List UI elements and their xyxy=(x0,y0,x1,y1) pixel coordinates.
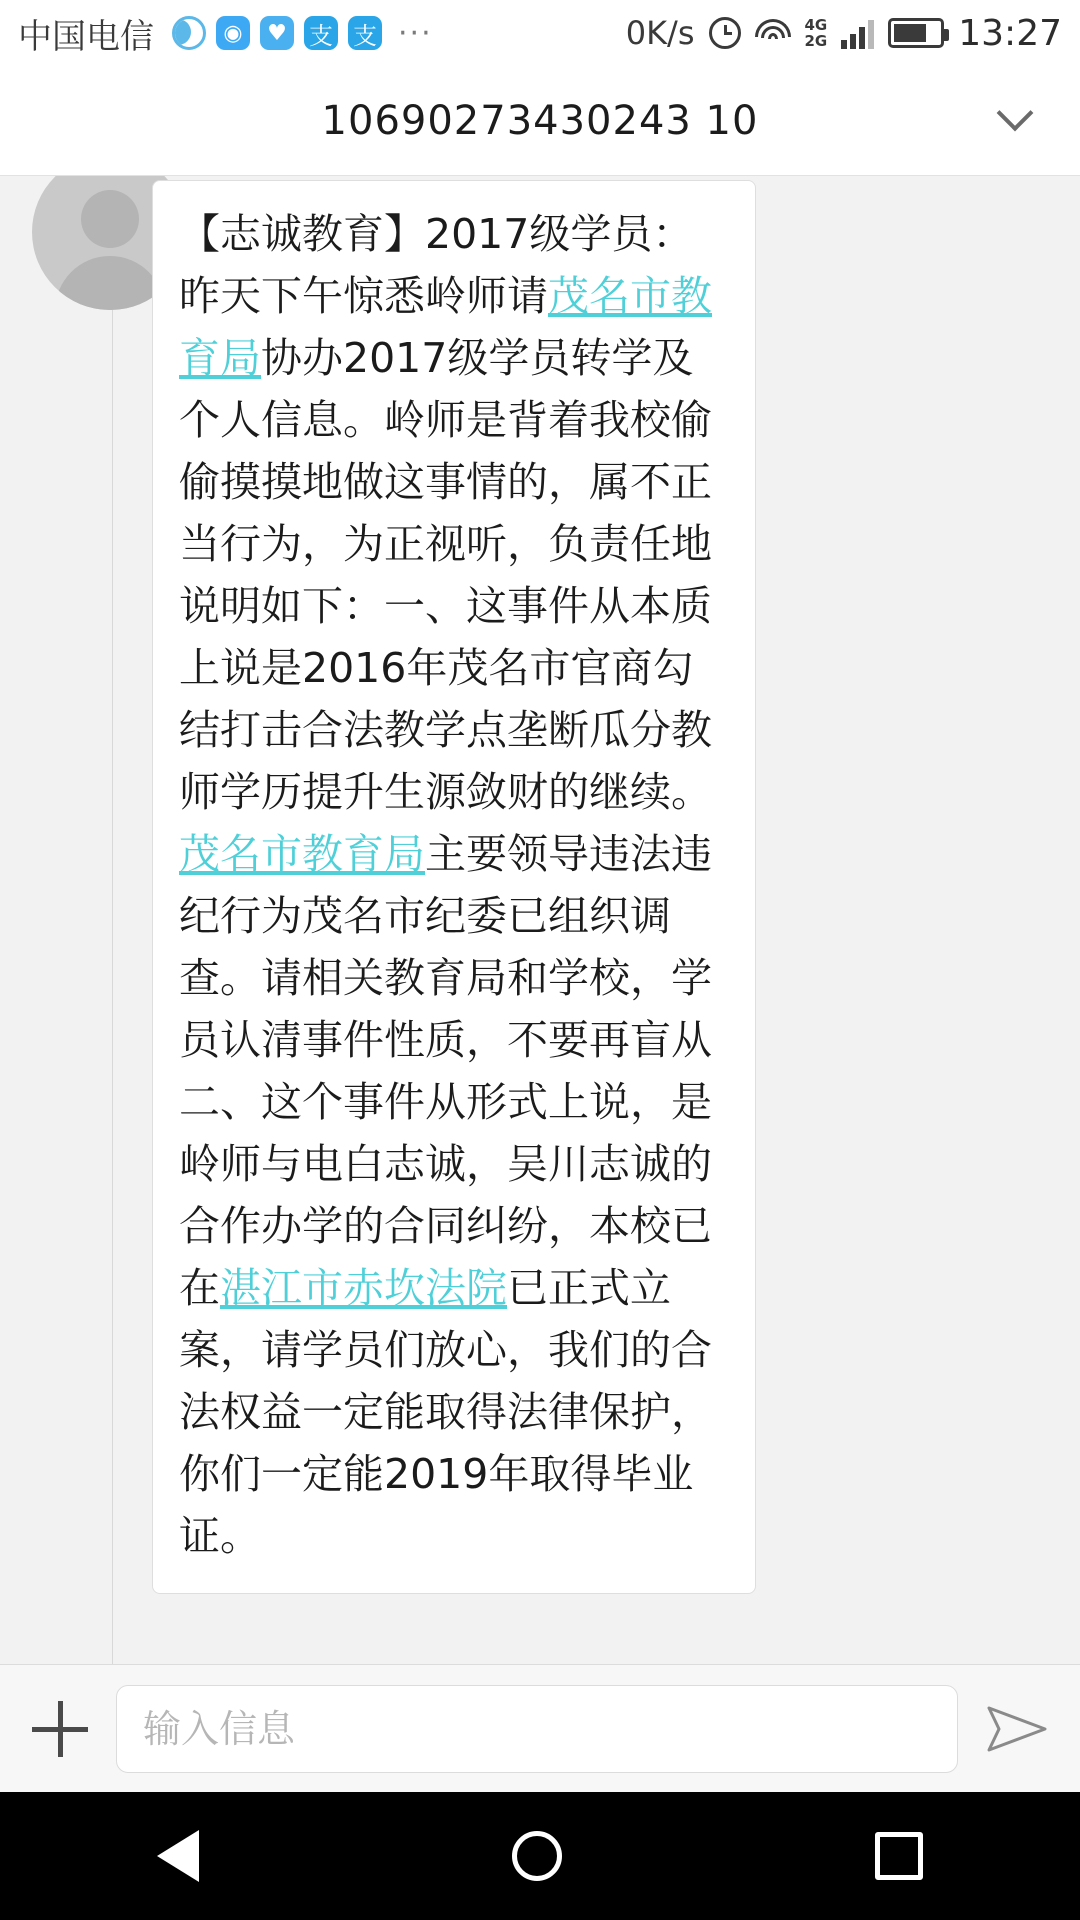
clock-label: 13:27 xyxy=(958,12,1062,54)
recents-square-icon[interactable] xyxy=(875,1832,923,1880)
carrier-label: 中国电信 xyxy=(18,16,154,57)
wifi-icon xyxy=(755,19,791,47)
alarm-clock-icon xyxy=(709,17,741,49)
status-bar xyxy=(0,0,1080,66)
network-type-4g: 4G xyxy=(804,16,828,34)
send-icon[interactable] xyxy=(982,1694,1052,1764)
back-triangle-icon[interactable] xyxy=(157,1830,199,1882)
network-speed-label: 0K/s xyxy=(625,14,695,52)
message-text xyxy=(179,203,729,1567)
thread-divider xyxy=(112,176,113,1664)
shield-icon: ◉ xyxy=(216,16,250,50)
title-bar xyxy=(0,66,1080,176)
message-text-run: 协办2017级学员转学及个人信息。岭师是背着我校偷偷摸摸地做这事情的，属不正当行为，为正视听，负责任地说明如下：一、这事件从本质上说是2016年茂名市官商勾结打击合法教学点垄断瓜分教师学历提升生源敛财的继续。 xyxy=(179,334,712,816)
send-glyph xyxy=(985,1702,1049,1756)
system-navigation-bar xyxy=(0,1792,1080,1920)
message-text-run: 已正式立案，请学员们放心，我们的合法权益一定能取得法律保护，你们一定能2019年取得毕业证。 xyxy=(179,1264,712,1560)
message-input[interactable] xyxy=(143,1707,931,1751)
message-link[interactable]: 茂名市教育局 xyxy=(179,830,425,878)
status-right-group xyxy=(626,13,1062,54)
alipay-icon: 支 xyxy=(304,16,338,50)
signal-bars-icon xyxy=(841,17,874,49)
message-input-wrapper[interactable] xyxy=(116,1685,958,1773)
battery-icon xyxy=(888,18,944,48)
page-title: 10690273430243 10 xyxy=(321,97,759,144)
message-text-run: 主要领导违法违纪行为茂名市纪委已组织调查。请相关教育局和学校，学员认清事件性质，不要再盲从二、这个事件从形式上说，是岭师与电白志诚，吴川志诚的合作办学的合同纠纷，本校已在 xyxy=(179,830,712,1312)
home-circle-icon[interactable] xyxy=(512,1831,562,1881)
network-type-2g: 2G xyxy=(804,32,828,50)
message-bubble[interactable] xyxy=(152,180,756,1594)
heart-monitor-icon: ♥ xyxy=(260,16,294,50)
conversation-area[interactable] xyxy=(0,176,1080,1664)
overflow-dots-icon: ··· xyxy=(398,15,433,51)
message-composer xyxy=(0,1664,1080,1792)
moon-icon xyxy=(172,16,206,50)
network-type-label xyxy=(805,17,828,49)
message-link[interactable]: 湛江市赤坎法院 xyxy=(220,1264,507,1312)
message-link[interactable]: 茂名市教育局 xyxy=(179,272,712,382)
status-notification-icons xyxy=(172,16,433,51)
plus-icon[interactable] xyxy=(28,1697,92,1761)
chevron-down-icon[interactable] xyxy=(998,104,1032,138)
message-text-run: 【志诚教育】2017级学员：昨天下午惊悉岭师请 xyxy=(179,210,694,320)
alipay-icon: 支 xyxy=(348,16,382,50)
